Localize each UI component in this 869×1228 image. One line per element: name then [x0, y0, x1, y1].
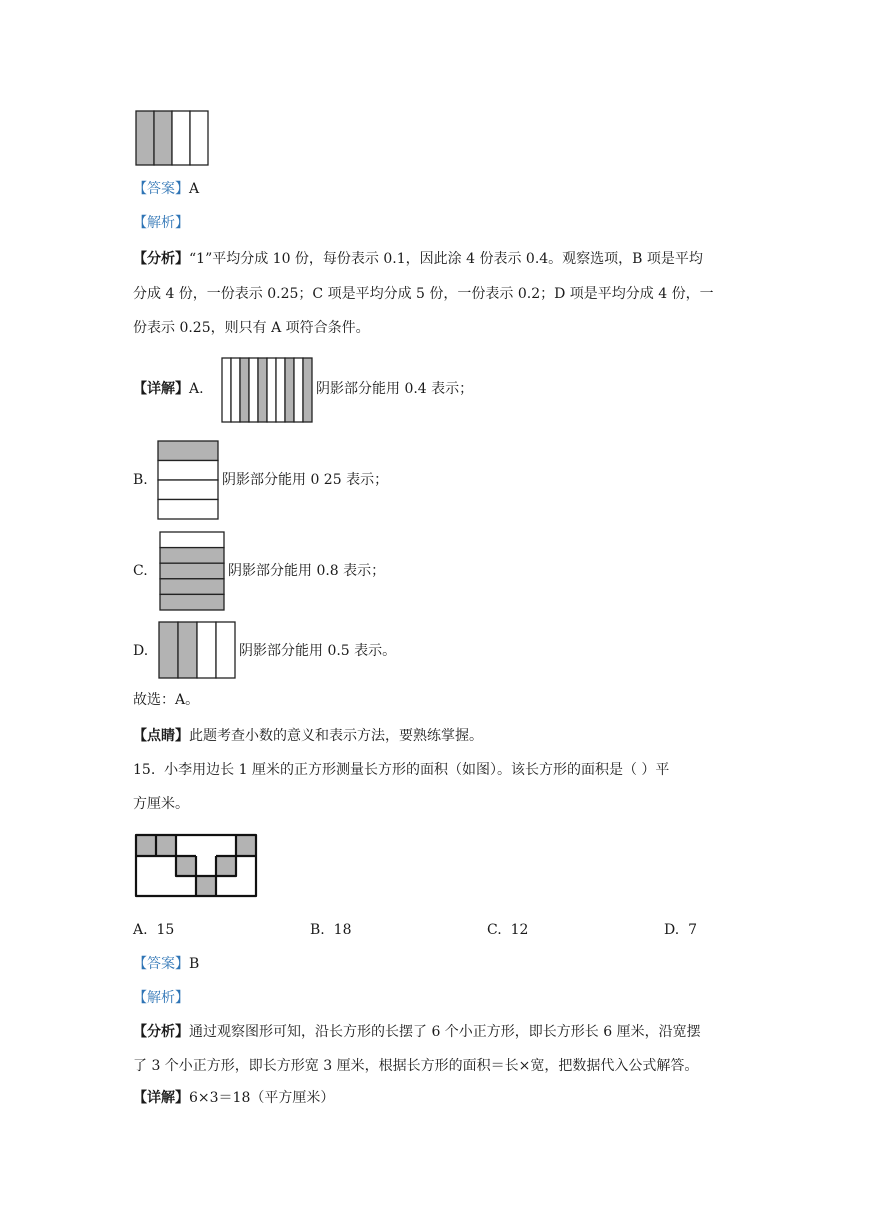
q14-fenxi-line1: 【分析】“1”平均分成 10 份，每份表示 0.1，因此涂 4 份表示 0.4。观察选项，B 项是平均: [133, 251, 703, 267]
q14-fenxi-line3: 份表示 0.25，则只有 A 项符合条件。: [133, 320, 370, 336]
q15-analysis-tag: 【解析】: [133, 990, 189, 1006]
detail-a-text: 阴影部分能用 0.4 表示；: [316, 381, 474, 397]
xiangjie-tag: 【详解】: [133, 381, 189, 397]
q14-fenxi-line2: 分成 4 份，一份表示 0.25；C 项是平均分成 5 份，一份表示 0.2；D 项是平均分成 4 份，一: [133, 286, 714, 302]
q14-dianjing: 【点睛】此题考查小数的意义和表示方法，要熟练掌握。: [133, 728, 483, 744]
figure-a-10-strips: [221, 357, 313, 423]
q14-answer: [133, 179, 199, 199]
q15-fenxi-line1: 【分析】通过观察图形可知，沿长方形的长摆了 6 个小正方形，即长方形长 6 厘米，沿宽摆: [133, 1024, 701, 1040]
top-figure-4-strips: [135, 110, 209, 166]
detail-c-label: C.: [133, 563, 148, 579]
option-c: C. 12: [487, 922, 529, 938]
detail-d-text: 阴影部分能用 0.5 表示。: [239, 643, 397, 659]
detail-a-label: A.: [189, 381, 204, 397]
detail-b-label: B.: [133, 472, 148, 488]
figure-b-4-rows: [157, 440, 219, 521]
dianjing-tag: 【点睛】: [133, 728, 189, 744]
q15-xiangjie: 【详解】6×3＝18（平方厘米）: [133, 1090, 335, 1106]
figure-c-5-rows: [159, 531, 225, 611]
q14-analysis-tag: 【解析】: [133, 215, 189, 231]
option-d: D. 7: [664, 922, 698, 938]
detail-d-label: D.: [133, 643, 149, 659]
q15-stem-line1: 15. 小李用边长 1 厘米的正方形测量长方形的面积（如图）。该长方形的面积是（ ）平: [133, 762, 670, 778]
q15-number: 15.: [133, 762, 156, 778]
answer-value: B: [189, 956, 200, 972]
answer-tag: 【答案】: [133, 956, 189, 972]
q15-answer: [133, 954, 199, 974]
q14-detail-a: [133, 379, 204, 399]
xiangjie-tag: 【详解】: [133, 1090, 189, 1106]
q15-rectangle-figure: [133, 832, 259, 900]
q15-stem-line2: 方厘米。: [133, 796, 189, 812]
fenxi-tag: 【分析】: [133, 1024, 189, 1040]
q15-fenxi-line2: 了 3 个小正方形，即长方形宽 3 厘米，根据长方形的面积＝长×宽，把数据代入公式解答。: [133, 1058, 699, 1074]
answer-tag: 【答案】: [133, 181, 189, 197]
detail-b-text: 阴影部分能用 0 25 表示；: [222, 472, 389, 488]
q14-choice: 故选：A。: [133, 692, 200, 708]
option-b: B. 18: [310, 922, 352, 938]
option-a: A. 15: [133, 922, 175, 938]
answer-value: A: [189, 181, 200, 197]
figure-d-4-strips: [158, 621, 236, 679]
detail-c-text: 阴影部分能用 0.8 表示；: [228, 563, 386, 579]
fenxi-tag: 【分析】: [133, 251, 189, 267]
